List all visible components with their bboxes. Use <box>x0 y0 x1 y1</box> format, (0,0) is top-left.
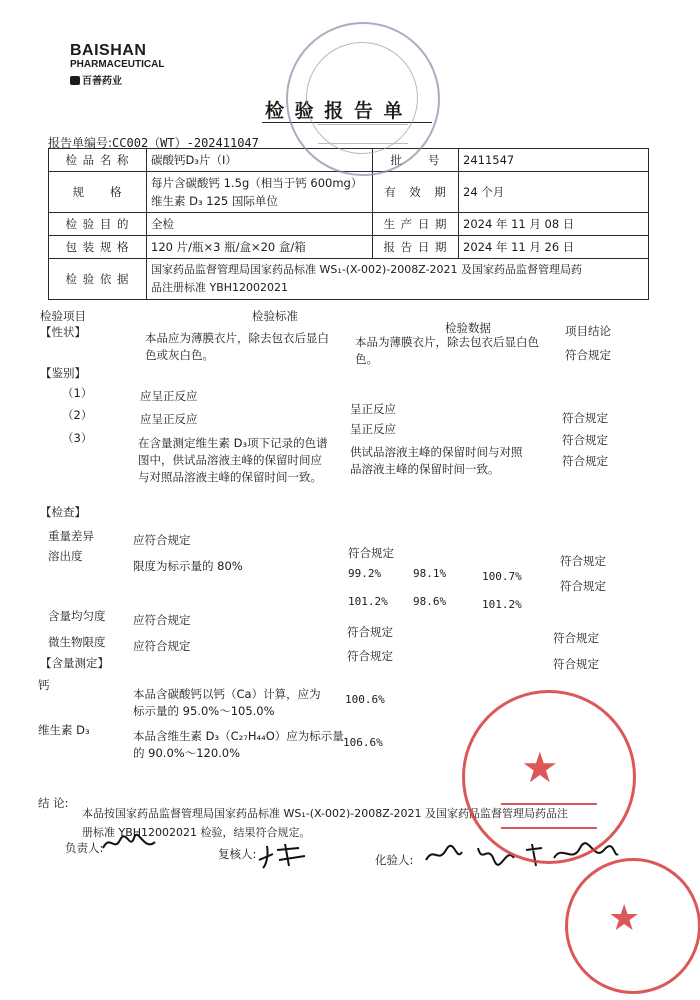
prod-date-label: 生 产 日 期 <box>373 213 459 236</box>
conclusion-text-1: 本品按国家药品监督管理局国家药品标准 WS₁-(X-002)-2008Z-2021 及国家药品监督管理局药品注 <box>82 807 569 820</box>
center-seal-stamp <box>462 690 636 864</box>
diss-value-3: 100.7% <box>482 570 522 583</box>
identification-heading: 【鉴别】 <box>40 366 86 380</box>
col-header-data: 检验数据 <box>445 321 491 335</box>
spec-line-1: 每片含碳酸钙 1.5g（相当于钙 600mg） <box>151 176 363 190</box>
dissolution-label: 溶出度 <box>48 549 83 563</box>
responsible-label: 负责人: <box>65 841 104 855</box>
ident-3-result: 符合规定 <box>562 454 608 468</box>
appearance-std-1: 本品应为薄膜衣片，除去包衣后显白 <box>145 331 329 345</box>
batch-value: 2411547 <box>459 149 649 172</box>
ident-1-std: 应呈正反应 <box>140 389 198 403</box>
dissolution-std: 限度为标示量的 80% <box>133 559 243 573</box>
appearance-data-2: 色。 <box>355 352 378 366</box>
basis-line-1: 国家药品监督管理局国家药品标准 WS₁-(X-002)-2008Z-2021 及国家药品监督管理局药 <box>151 263 583 276</box>
ident-1-label: （1） <box>62 386 93 400</box>
diss-result: 符合规定 <box>560 579 606 593</box>
diss-value-1: 99.2% <box>348 567 382 580</box>
report-number-value: CC002（WT）-202411047 <box>112 136 259 150</box>
diss-value-6: 101.2% <box>482 598 522 611</box>
validity-value: 24 个月 <box>459 172 649 213</box>
responsible-signature <box>100 830 158 856</box>
diss-value-4: 101.2% <box>348 595 388 608</box>
report-date-label: 报 告 日 期 <box>373 236 459 259</box>
weight-result: 符合规定 <box>560 554 606 568</box>
checks-heading: 【检查】 <box>40 505 86 519</box>
vitd-data: 106.6% <box>343 736 383 749</box>
conclusion-text-2: 册标准 YBH12002021 检验，结果符合规定。 <box>82 826 311 839</box>
prod-date-value: 2024 年 11 月 08 日 <box>459 213 649 236</box>
logo-mark-icon <box>70 76 80 85</box>
ident-2-data: 呈正反应 <box>350 422 396 436</box>
spec-line-2: 维生素 D₃ 125 国际单位 <box>151 194 278 208</box>
star-icon: ★ <box>608 898 641 939</box>
appearance-std-2: 色或灰白色。 <box>145 348 214 362</box>
ident-2-label: （2） <box>62 408 93 422</box>
basis-label: 检 验 依 据 <box>49 259 147 300</box>
company-logo-en: BAISHAN <box>70 42 147 59</box>
conclusion-label: 结 论: <box>38 796 69 810</box>
ident-2-result: 符合规定 <box>562 433 608 447</box>
purpose-value: 全检 <box>147 213 373 236</box>
weight-std: 应符合规定 <box>133 533 191 547</box>
vitd-std-2: 的 90.0%～120.0% <box>133 746 241 760</box>
pack-value: 120 片/瓶×3 瓶/盒×20 盒/箱 <box>147 236 373 259</box>
microbe-data: 符合规定 <box>347 649 393 663</box>
diss-value-5: 98.6% <box>413 595 447 608</box>
product-value: 碳酸钙D₃片（I） <box>147 149 373 172</box>
ident-3-std-2: 图中，供试品溶液主峰的保留时间应 <box>138 453 322 467</box>
calcium-std-2: 标示量的 95.0%～105.0% <box>133 704 275 718</box>
col-header-item: 检验项目 <box>40 309 86 323</box>
weight-label: 重量差异 <box>48 529 94 543</box>
page-title: 检 验 报 告 单 <box>265 100 405 122</box>
uniformity-result: 符合规定 <box>553 631 599 645</box>
appearance-heading: 【性状】 <box>40 325 86 339</box>
report-date-value: 2024 年 11 月 26 日 <box>459 236 649 259</box>
ident-1-result: 符合规定 <box>562 411 608 425</box>
uniformity-data: 符合规定 <box>347 625 393 639</box>
top-seal-stamp <box>286 22 440 176</box>
calcium-label: 钙 <box>38 678 50 692</box>
company-logo-cn <box>70 72 122 87</box>
uniformity-std: 应符合规定 <box>133 613 191 627</box>
ident-3-std-1: 在含量测定维生素 D₃项下记录的色谱 <box>138 436 328 450</box>
diss-value-2: 98.1% <box>413 567 447 580</box>
col-header-standard: 检验标准 <box>252 309 298 323</box>
calcium-data: 100.6% <box>345 693 385 706</box>
spec-label: 规 格 <box>49 172 147 213</box>
spec-value <box>147 172 373 213</box>
appearance-data-1: 本品为薄膜衣片，除去包衣后显白色 <box>355 335 539 349</box>
ident-3-data-1: 供试品溶液主峰的保留时间与对照 <box>350 445 523 459</box>
validity-label: 有 效 期 <box>373 172 459 213</box>
ident-3-data-2: 品溶液主峰的保留时间一致。 <box>350 462 500 476</box>
basis-line-2: 品注册标准 YBH12002021 <box>151 281 289 294</box>
reviewer-signature <box>255 840 315 870</box>
vitd-label: 维生素 D₃ <box>38 723 90 737</box>
company-logo-en-sub: PHARMACEUTICAL <box>70 59 165 70</box>
pack-label: 包 装 规 格 <box>49 236 147 259</box>
ident-3-label: （3） <box>62 431 93 445</box>
assay-heading: 【含量测定】 <box>40 656 109 670</box>
basis-value <box>147 259 649 300</box>
batch-label: 批 号 <box>373 149 459 172</box>
tester-label: 化验人: <box>375 853 414 867</box>
microbe-result: 符合规定 <box>553 657 599 671</box>
col-header-conclusion: 项目结论 <box>565 324 611 338</box>
ident-1-data: 呈正反应 <box>350 402 396 416</box>
ident-3-std-3: 与对照品溶液主峰的保留时间一致。 <box>138 470 322 484</box>
reviewer-label: 复核人: <box>218 847 257 861</box>
weight-data: 符合规定 <box>348 546 394 560</box>
microbe-label: 微生物限度 <box>48 635 106 649</box>
calcium-std-1: 本品含碳酸钙以钙（Ca）计算，应为 <box>133 687 321 701</box>
ident-2-std: 应呈正反应 <box>140 412 198 426</box>
bottom-seal-stamp <box>565 858 700 994</box>
product-label: 检 品 名 称 <box>49 149 147 172</box>
appearance-result: 符合规定 <box>565 348 611 362</box>
purpose-label: 检 验 目 的 <box>49 213 147 236</box>
uniformity-label: 含量均匀度 <box>48 609 106 623</box>
vitd-std-1: 本品含维生素 D₃（C₂₇H₄₄O）应为标示量 <box>133 729 344 743</box>
logo-cn-text: 百善药业 <box>82 76 122 87</box>
report-number-label: 报告单编号: <box>48 136 113 150</box>
microbe-std: 应符合规定 <box>133 639 191 653</box>
star-icon: ★ <box>521 743 559 792</box>
